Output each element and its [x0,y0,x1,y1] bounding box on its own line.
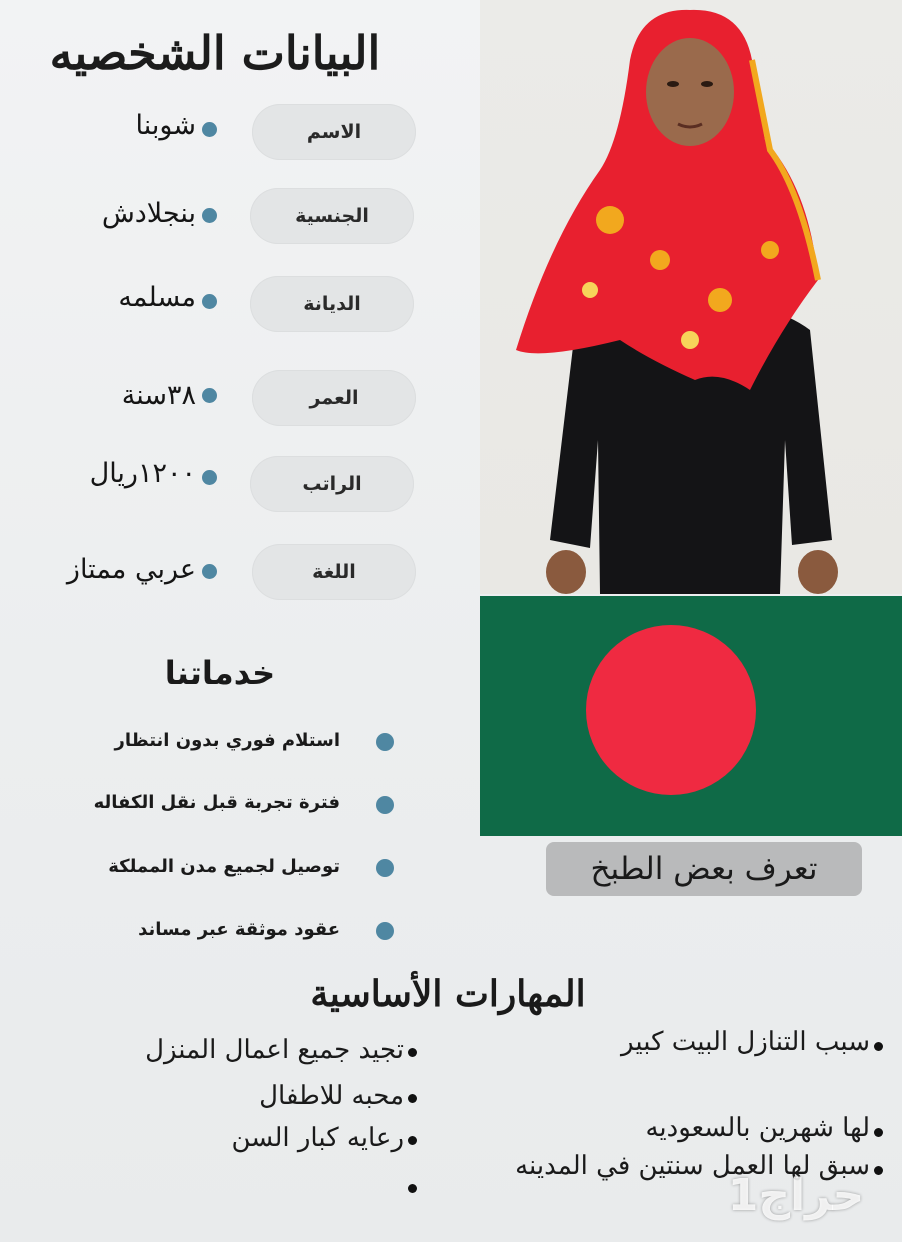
bullet-dot [202,294,217,309]
flag-red-disc [586,625,756,795]
haraj-watermark: حراج1 [727,1170,865,1221]
value-nationality: بنجلادش [101,198,196,229]
bullet-dot [874,1042,883,1051]
bullet-dot [408,1136,417,1145]
skill-item: سبب التنازل البيت كبير [621,1027,870,1057]
bullet-dot [376,859,394,877]
service-item: استلام فوري بدون انتظار [114,730,340,751]
bullet-dot [376,922,394,940]
skill-item: محبه للاطفال [259,1081,404,1111]
worker-photo [480,0,902,594]
skill-item: تجيد جميع اعمال المنزل [145,1035,404,1065]
bullet-dot [408,1094,417,1103]
service-item: فترة تجربة قبل نقل الكفاله [93,792,340,813]
label-age: العمر [252,370,416,426]
label-nationality: الجنسية [250,188,414,244]
value-age: ٣٨سنة [121,380,196,411]
bullet-dot [376,796,394,814]
bullet-dot [202,564,217,579]
bullet-dot [202,122,217,137]
label-language: اللغة [252,544,416,600]
label-salary: الراتب [250,456,414,512]
value-religion: مسلمه [118,282,196,313]
bullet-dot [874,1128,883,1137]
service-item: توصيل لجميع مدن المملكة [108,856,340,877]
service-item: عقود موثقة عبر مساند [138,919,340,940]
skill-item: لها شهرين بالسعوديه [645,1113,870,1143]
cooking-note-badge: تعرف بعض الطبخ [546,842,862,896]
value-language: عربي ممتاز [66,554,196,585]
skill-item: رعايه كبار السن [231,1123,404,1153]
bullet-dot [408,1184,417,1193]
services-title: خدماتنا [164,654,276,692]
bullet-dot [202,208,217,223]
bullet-dot [202,388,217,403]
value-name: شوبنا [135,110,196,141]
skill-item: سبق لها العمل سنتين في المدينه [515,1151,870,1181]
label-religion: الديانة [250,276,414,332]
skills-title: المهارات الأساسية [310,973,586,1015]
label-name: الاسم [252,104,416,160]
bullet-dot [376,733,394,751]
value-salary: ١٢٠٠ريال [89,458,196,489]
bullet-dot [408,1048,417,1057]
worker-illustration [480,0,902,594]
bullet-dot [202,470,217,485]
bangladesh-flag [480,596,902,836]
page-title: البيانات الشخصيه [49,26,381,80]
